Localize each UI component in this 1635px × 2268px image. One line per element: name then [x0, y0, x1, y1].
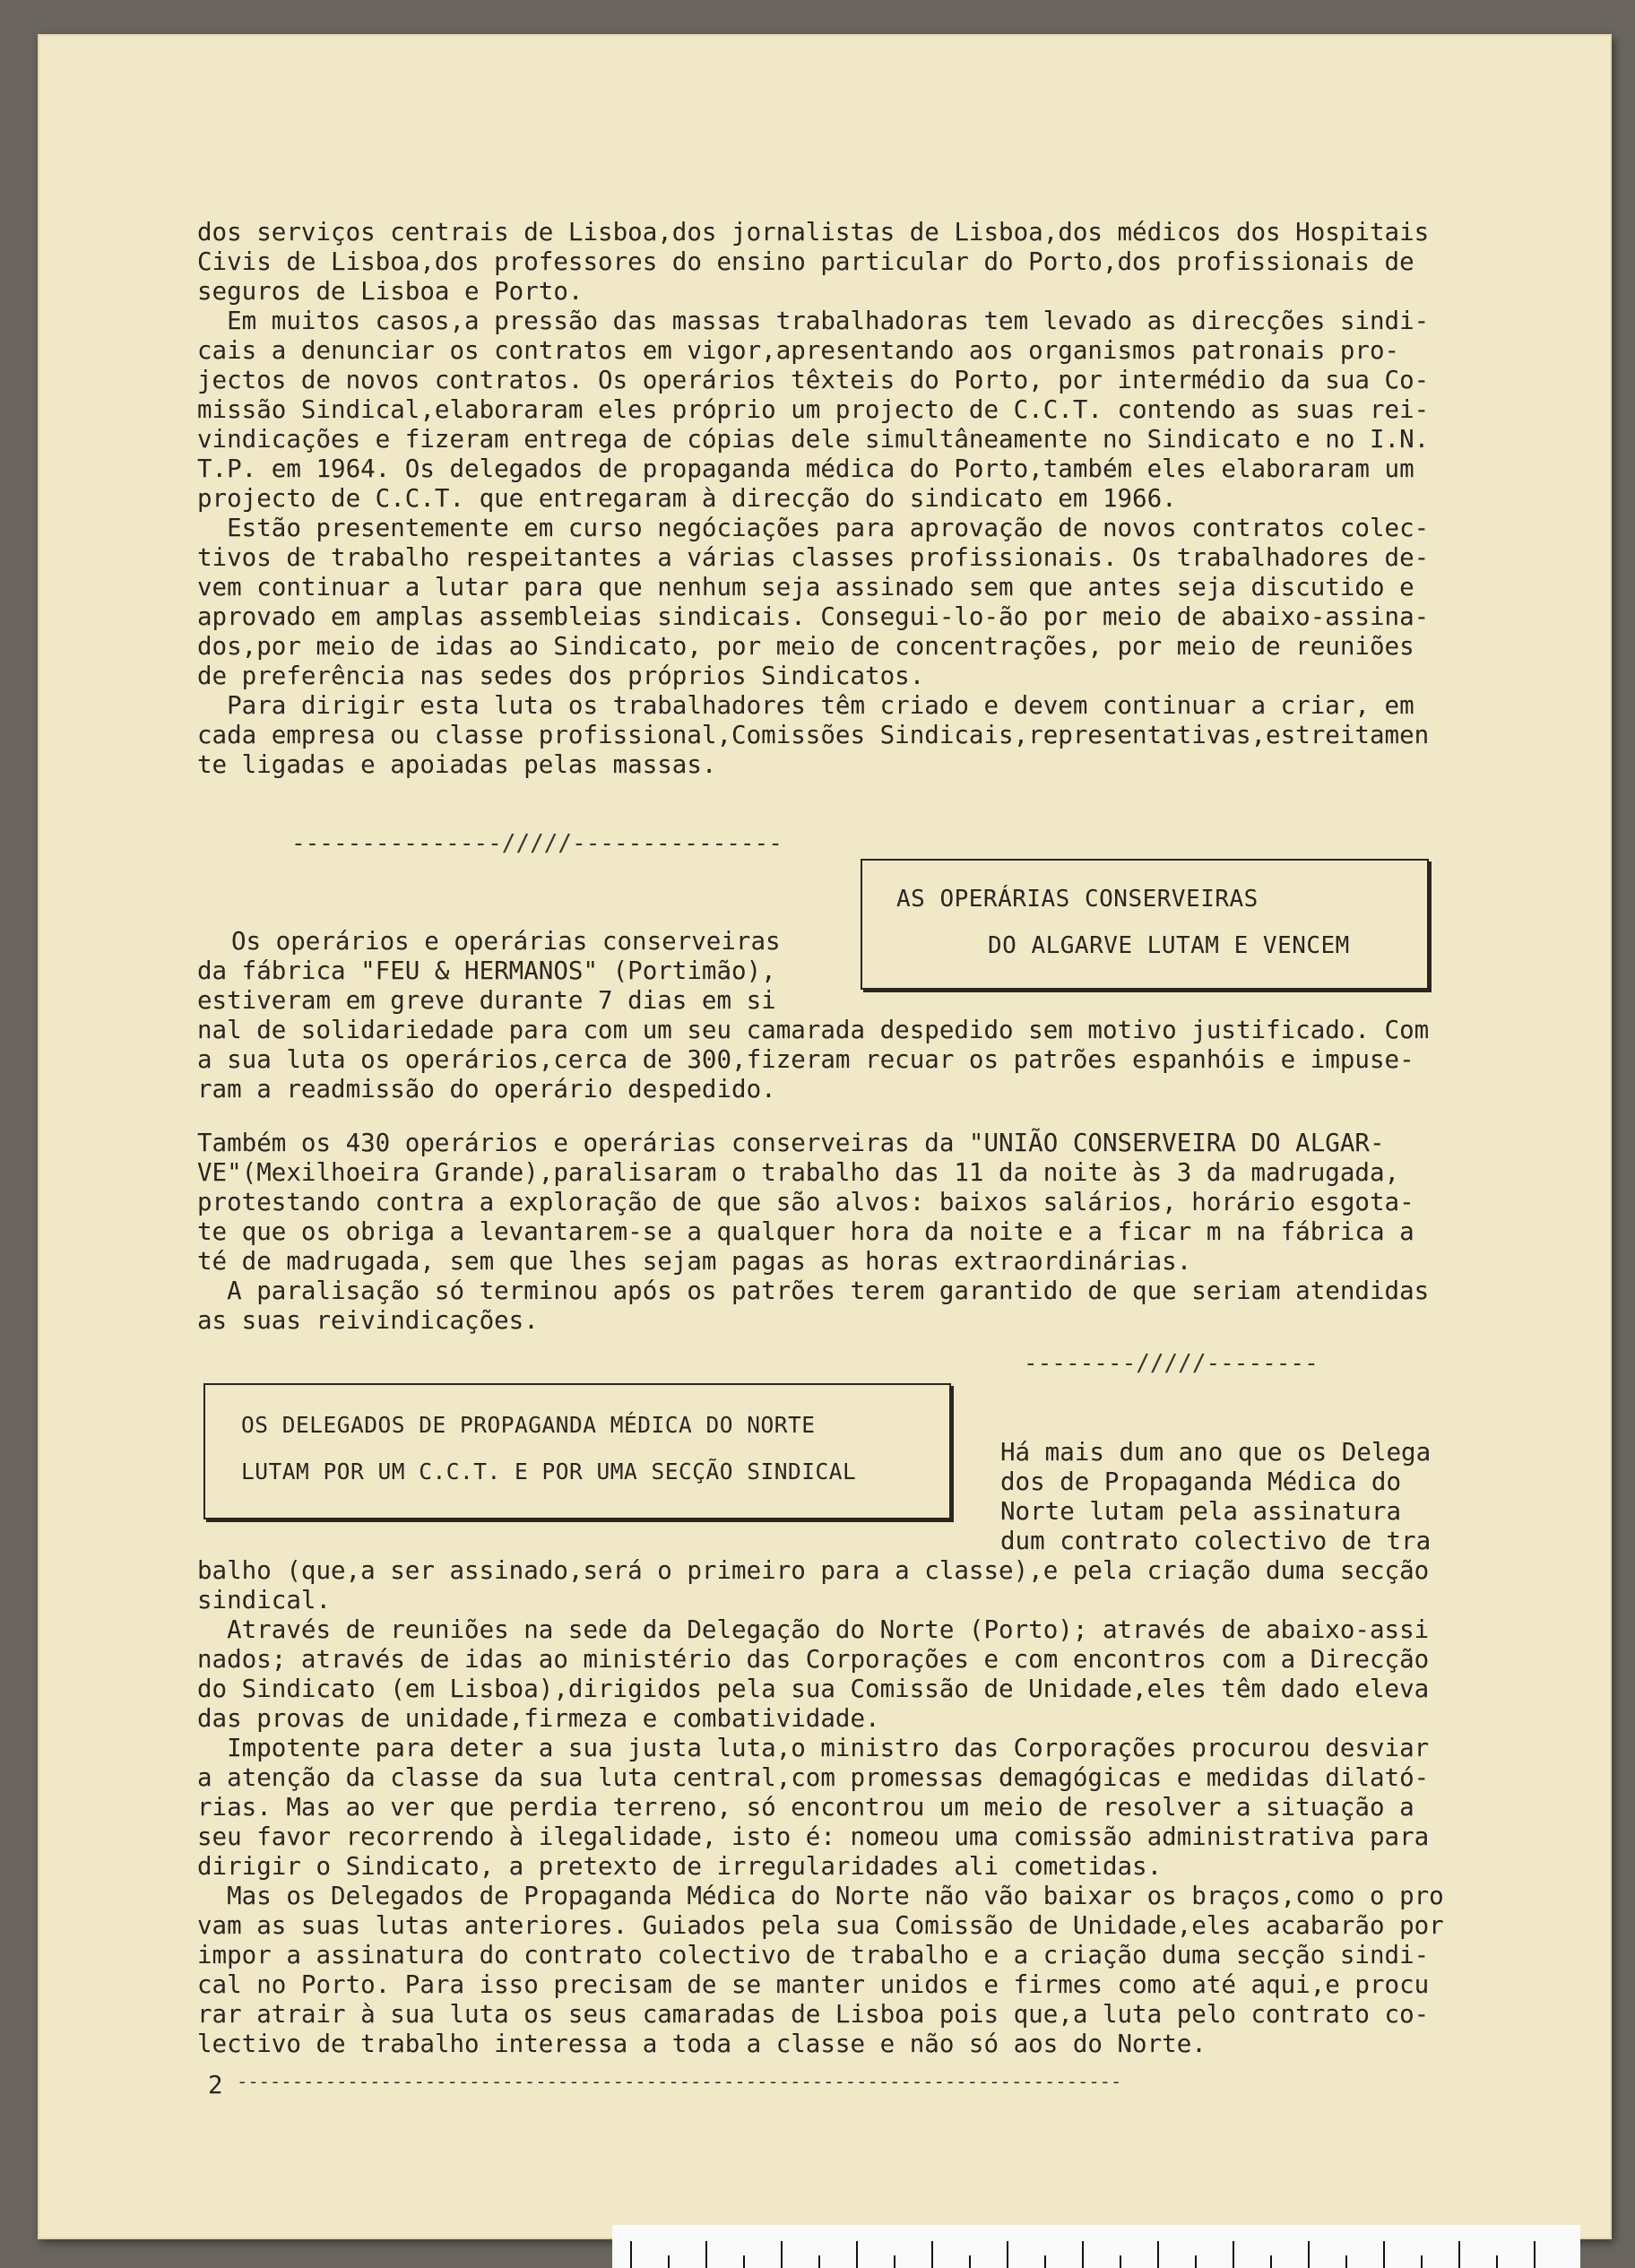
text-line: cais a denunciar os contratos em vigor,apresentando aos organismos patronais pro-: [197, 336, 1400, 365]
text-line: cada empresa ou classe profissional,Comissões Sindicais,representativas,estreitamen: [197, 721, 1430, 749]
text-line: Para dirigir esta luta os trabalhadores têm criado e devem continuar a criar, em: [197, 691, 1414, 720]
ruler-tick: [1157, 2241, 1159, 2268]
text-line: vem continuar a lutar para que nenhum seja assinado sem que antes seja discutido e: [197, 573, 1414, 602]
text-line: vam as suas lutas anteriores. Guiados pela sua Comissão de Unidade,eles acabarão por: [197, 1911, 1444, 1940]
text-line: projecto de C.C.T. que entregaram à direcção do sindicato em 1966.: [197, 484, 1177, 513]
ruler-tick: [1082, 2241, 1084, 2268]
ruler-tick: [894, 2255, 895, 2268]
text-line: as suas reivindicações.: [197, 1306, 539, 1335]
ruler-tick: [1044, 2255, 1046, 2268]
ruler-tick: [1308, 2241, 1310, 2268]
text-line: cal no Porto. Para isso precisam de se manter unidos e firmes como até aqui,e procu: [197, 1970, 1430, 1999]
text-line: te que os obriga a levantarem-se a qualquer hora da noite e a ficar m na fábrica a: [197, 1217, 1414, 1246]
text-line: seu favor recorrendo à ilegalidade, isto é: nomeou uma comissão administrativa para: [197, 1822, 1430, 1851]
ruler-tick: [1120, 2255, 1121, 2268]
text-line: das provas de unidade,firmeza e combatividade.: [197, 1704, 880, 1733]
ruler-tick: [1007, 2241, 1008, 2268]
ruler-tick: [1195, 2255, 1197, 2268]
text-line: nal de solidariedade para com um seu camarada despedido sem motivo justificado. Com: [197, 1016, 1430, 1044]
text-line: ram a readmissão do operário despedido.: [197, 1075, 776, 1104]
text-line: balho (que,a ser assinado,será o primeiro para a classe),e pela criação duma secção: [197, 1556, 1430, 1585]
text-line: Há mais dum ano que os Delega: [1000, 1438, 1432, 1467]
text-line: Civis de Lisboa,dos professores do ensino particular do Porto,dos profissionais de: [197, 247, 1414, 276]
text-line: Impotente para deter a sua justa luta,o ministro das Corporações procurou desviar: [197, 1734, 1430, 1762]
text-line: rias. Mas ao ver que perdia terreno, só encontrou um meio de resolver a situação a: [197, 1793, 1414, 1822]
text-line: vindicações e fizeram entrega de cópias dele simultâneamente no Sindicato e no I.N.: [197, 425, 1430, 454]
text-line: Através de reuniões na sede da Delegação do Norte (Porto); através de abaixo-assi: [197, 1615, 1430, 1644]
headline-box: [861, 859, 1429, 990]
ruler-tick: [931, 2241, 933, 2268]
headline-line: OS DELEGADOS DE PROPAGANDA MÉDICA DO NORTE: [241, 1412, 816, 1438]
text-line: tivos de trabalho respeitantes a várias classes profissionais. Os trabalhadores de-: [197, 543, 1430, 572]
ruler-tick: [1421, 2255, 1423, 2268]
text-line: Estão presentemente em curso negóciações para aprovação de novos contratos colec-: [197, 514, 1430, 542]
ruler-tick: [1458, 2241, 1460, 2268]
text-line: lectivo de trabalho interessa a toda a classe e não só aos do Norte.: [197, 2030, 1207, 2058]
footer-rule: --------------------------------------------------------------------------------: [237, 2071, 1122, 2092]
ruler-tick: [630, 2241, 632, 2268]
text-line: de preferência nas sedes dos próprios Sindicatos.: [197, 662, 925, 690]
text-line: seguros de Lisboa e Porto.: [197, 277, 584, 306]
text-line: sindical.: [197, 1586, 332, 1614]
ruler-tick: [1496, 2255, 1498, 2268]
page-number: 2: [208, 2071, 223, 2099]
text-line: dos,por meio de idas ao Sindicato, por meio de concentrações, por meio de reuniões: [197, 632, 1414, 661]
headline-line: LUTAM POR UM C.C.T. E POR UMA SECÇÃO SINDICAL: [241, 1459, 857, 1485]
ruler-tick: [1534, 2241, 1536, 2268]
text-line: protestando contra a exploração de que são alvos: baixos salários, horário esgota-: [197, 1188, 1414, 1216]
text-line: aprovado em amplas assembleias sindicais. Consegui-lo-ão por meio de abaixo-assina-: [197, 602, 1430, 631]
text-line: Os operários e operárias conserveiras: [231, 927, 781, 956]
text-line: missão Sindical,elaboraram eles próprio um projecto de C.C.T. contendo as suas rei-: [197, 395, 1430, 424]
text-line: Mas os Delegados de Propaganda Médica do Norte não vão baixar os braços,como o pro: [197, 1882, 1444, 1910]
headline-box: [203, 1383, 951, 1519]
ruler-tick: [818, 2255, 820, 2268]
text-line: té de madrugada, sem que lhes sejam pagas as horas extraordinárias.: [197, 1247, 1192, 1276]
document-page: [38, 34, 1612, 2239]
text-line: Norte lutam pela assinatura: [1000, 1497, 1402, 1526]
text-line: T.P. em 1964. Os delegados de propaganda médica do Porto,também eles elaboraram um: [197, 454, 1414, 483]
text-line: impor a assinatura do contrato colectivo de trabalho e a criação duma secção sindi-: [197, 1941, 1430, 1969]
text-line: a sua luta os operários,cerca de 300,fizeram recuar os patrões espanhóis e impuse-: [197, 1045, 1414, 1074]
ruler-tick: [969, 2255, 971, 2268]
text-line: dum contrato colectivo de tra: [1000, 1527, 1432, 1555]
ruler-tick: [705, 2241, 707, 2268]
section-separator: --------/////--------: [1024, 1350, 1319, 1377]
ruler-tick: [668, 2255, 670, 2268]
scan-ruler: [612, 2225, 1580, 2268]
ruler-tick: [1383, 2241, 1385, 2268]
text-line: A paralisação só terminou após os patrões terem garantido de que seriam atendidas: [197, 1277, 1430, 1305]
text-line: dos de Propaganda Médica do: [1000, 1467, 1402, 1496]
section-separator: ---------------/////---------------: [291, 830, 783, 857]
headline-line: DO ALGARVE LUTAM E VENCEM: [988, 932, 1350, 959]
text-line: te ligadas e apoiadas pelas massas.: [197, 750, 717, 779]
text-line: Em muitos casos,a pressão das massas trabalhadoras tem levado as direcções sindi-: [197, 307, 1430, 335]
headline-line: AS OPERÁRIAS CONSERVEIRAS: [896, 886, 1259, 913]
text-line: VE"(Mexilhoeira Grande),paralisaram o trabalho das 11 da noite às 3 da madrugada,: [197, 1158, 1400, 1187]
text-line: dos serviços centrais de Lisboa,dos jornalistas de Lisboa,dos médicos dos Hospitais: [197, 218, 1430, 247]
ruler-tick: [781, 2241, 783, 2268]
text-line: jectos de novos contratos. Os operários têxteis do Porto, por intermédio da sua Co-: [197, 366, 1430, 394]
text-line: dirigir o Sindicato, a pretexto de irregularidades ali cometidas.: [197, 1852, 1163, 1881]
text-line: Também os 430 operários e operárias conserveiras da "UNIÃO CONSERVEIRA DO ALGAR-: [197, 1129, 1385, 1157]
ruler-tick: [743, 2255, 745, 2268]
text-line: rar atrair à sua luta os seus camaradas de Lisboa pois que,a luta pelo contrato co-: [197, 2000, 1430, 2029]
text-line: estiveram em greve durante 7 dias em si: [197, 986, 776, 1015]
text-line: da fábrica "FEU & HERMANOS" (Portimão),: [197, 957, 776, 985]
ruler-tick: [1270, 2255, 1272, 2268]
text-line: do Sindicato (em Lisboa),dirigidos pela sua Comissão de Unidade,eles têm dado eleva: [197, 1675, 1430, 1703]
text-line: a atenção da classe da sua luta central,com promessas demagógicas e medidas dilató-: [197, 1763, 1430, 1792]
ruler-tick: [856, 2241, 858, 2268]
ruler-tick: [1345, 2255, 1347, 2268]
text-line: nados; através de idas ao ministério das Corporações e com encontros com a Direcção: [197, 1645, 1430, 1674]
ruler-tick: [1233, 2241, 1234, 2268]
